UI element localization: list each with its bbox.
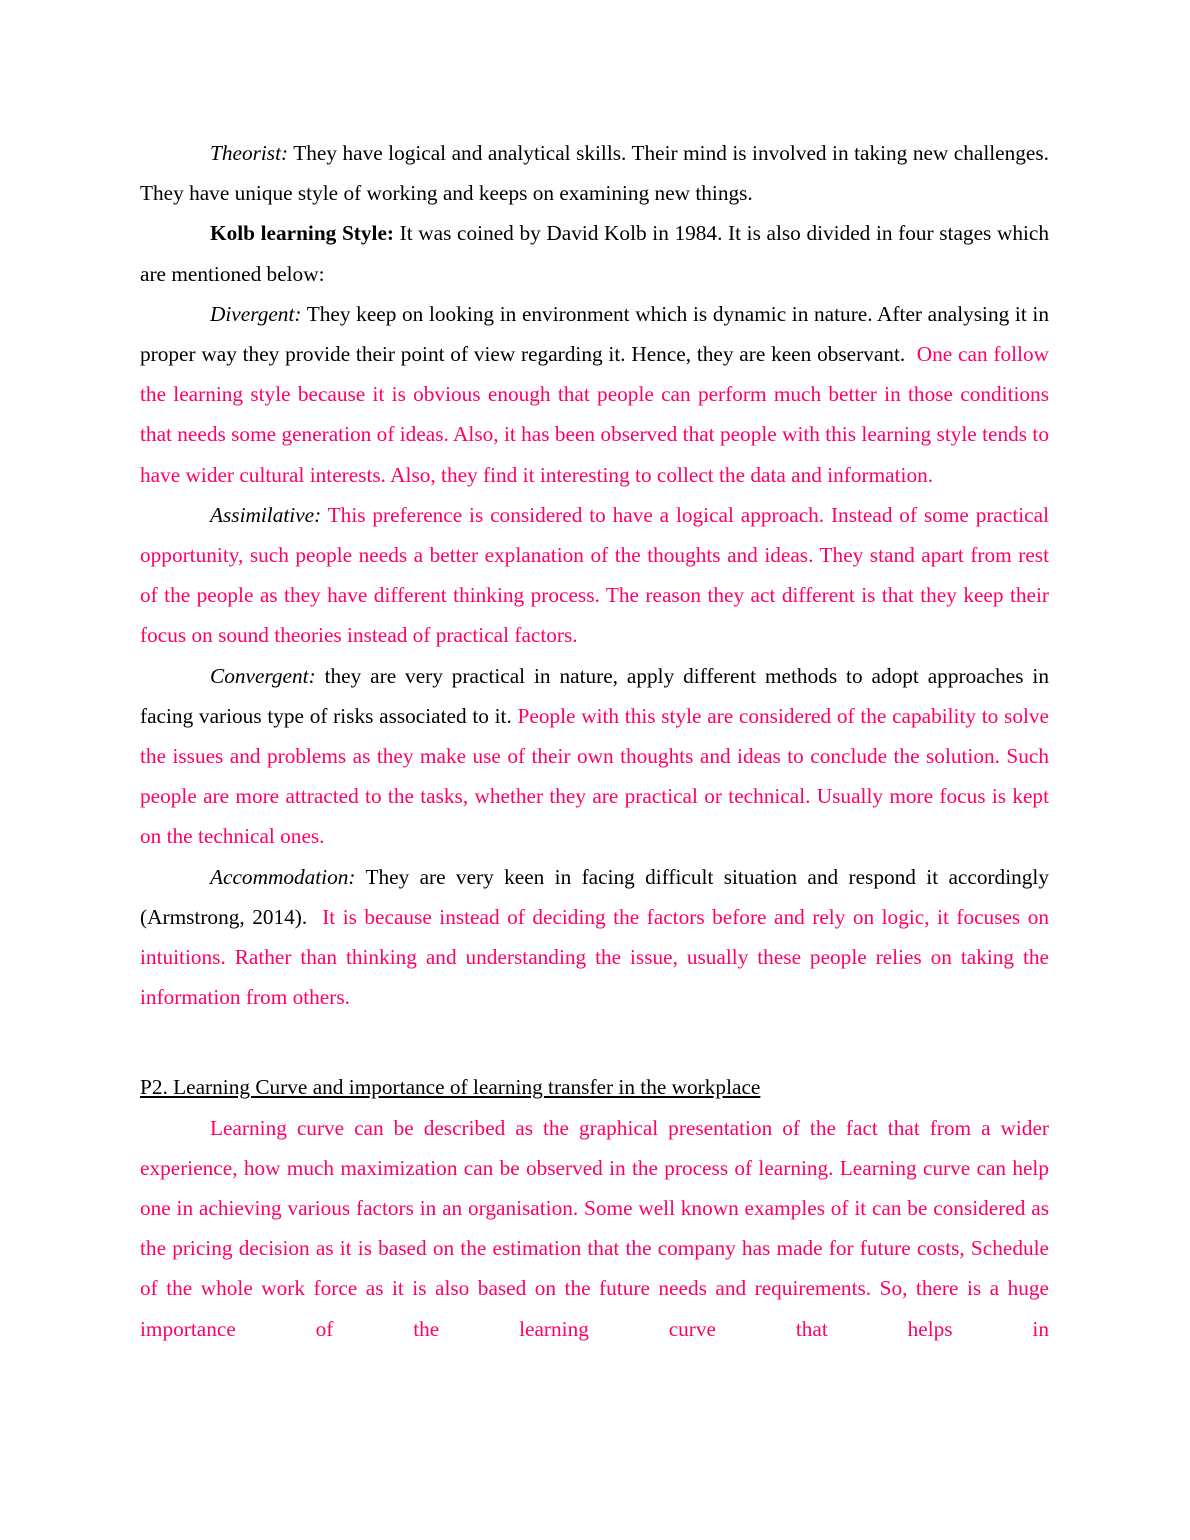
assimilative-highlight: This preference is considered to have a logical approach. Instead of some practical opportunity, such people needs a better explanation of the thoughts and ideas. They stand apart from rest of the people as they have different thinking process. The reason they act different is that they keep their focus on sound theories instead of practical factors. — [140, 502, 1049, 648]
divergent-highlight: One can follow the learning style because it is obvious enough that people can perform much better in those conditions that needs some generation of ideas. Also, it has been observed that people with this learning style tends to have wider cultural interests. Also, they find it interesting to collect the data and information. — [140, 342, 1049, 487]
learning-curve-highlight: Learning curve can be described as the graphical presentation of the fact that from a wider experience, how much maximization can be observed in the process of learning. Learning curve can help one in achieving various factors in an organisation. Some well known examples of it can be considered as the pricing decision as it is based on the estimation that the company has made for future costs, Schedule of the whole work force as it is also based on the future needs and requirements. So, there is a huge importance of the learning curve that helps in — [140, 1115, 1049, 1341]
paragraph-accommodation — [140, 857, 1049, 1018]
term-theorist: Theorist: — [210, 141, 289, 165]
document-page — [140, 133, 1049, 1349]
paragraph-kolb — [140, 213, 1049, 293]
accommodation-highlight: It is because instead of deciding the factors before and rely on logic, it focuses on intuitions. Rather than thinking and understanding the issue, usually these people relies on taking the information from others. — [140, 904, 1050, 1010]
paragraph-learning-curve — [140, 1108, 1049, 1349]
paragraph-assimilative — [140, 495, 1049, 656]
kolb-text: It was coined by David Kolb in 1984. It is also divided in four stages which are mentioned below: — [140, 221, 1049, 286]
section-heading-p2: P2. Learning Curve and importance of learning transfer in the workplace — [140, 1075, 761, 1100]
paragraph-convergent — [140, 656, 1049, 857]
accommodation-text: They are very keen in facing difficult situation and respond it accordingly (Armstrong, 2014). — [140, 864, 1049, 929]
theorist-text: They have logical and analytical skills. Their mind is involved in taking new challenges. They have unique style of working and keeps on examining new things. — [140, 141, 1049, 206]
term-assimilative: Assimilative: — [210, 502, 322, 527]
term-accommodation: Accommodation: — [210, 864, 356, 889]
term-divergent: Divergent: — [210, 301, 302, 326]
term-convergent: Convergent: — [210, 663, 316, 688]
convergent-text: they are very practical in nature, apply different methods to adopt approaches in facing various type of risks associated to it. — [140, 663, 1049, 728]
term-kolb: Kolb learning Style: — [210, 221, 395, 246]
convergent-highlight: People with this style are considered of the capability to solve the issues and problems as they make use of their own thoughts and ideas to conclude the solution. Such people are more attracted to the tasks, whether they are practical or technical. Usually more focus is kept on the technical ones. — [140, 703, 1049, 849]
paragraph-divergent — [140, 294, 1049, 495]
divergent-text: They keep on looking in environment which is dynamic in nature. After analysing it in proper way they provide their point of view regarding it. Hence, they are keen observant. — [140, 301, 1049, 367]
paragraph-theorist — [140, 133, 1049, 213]
